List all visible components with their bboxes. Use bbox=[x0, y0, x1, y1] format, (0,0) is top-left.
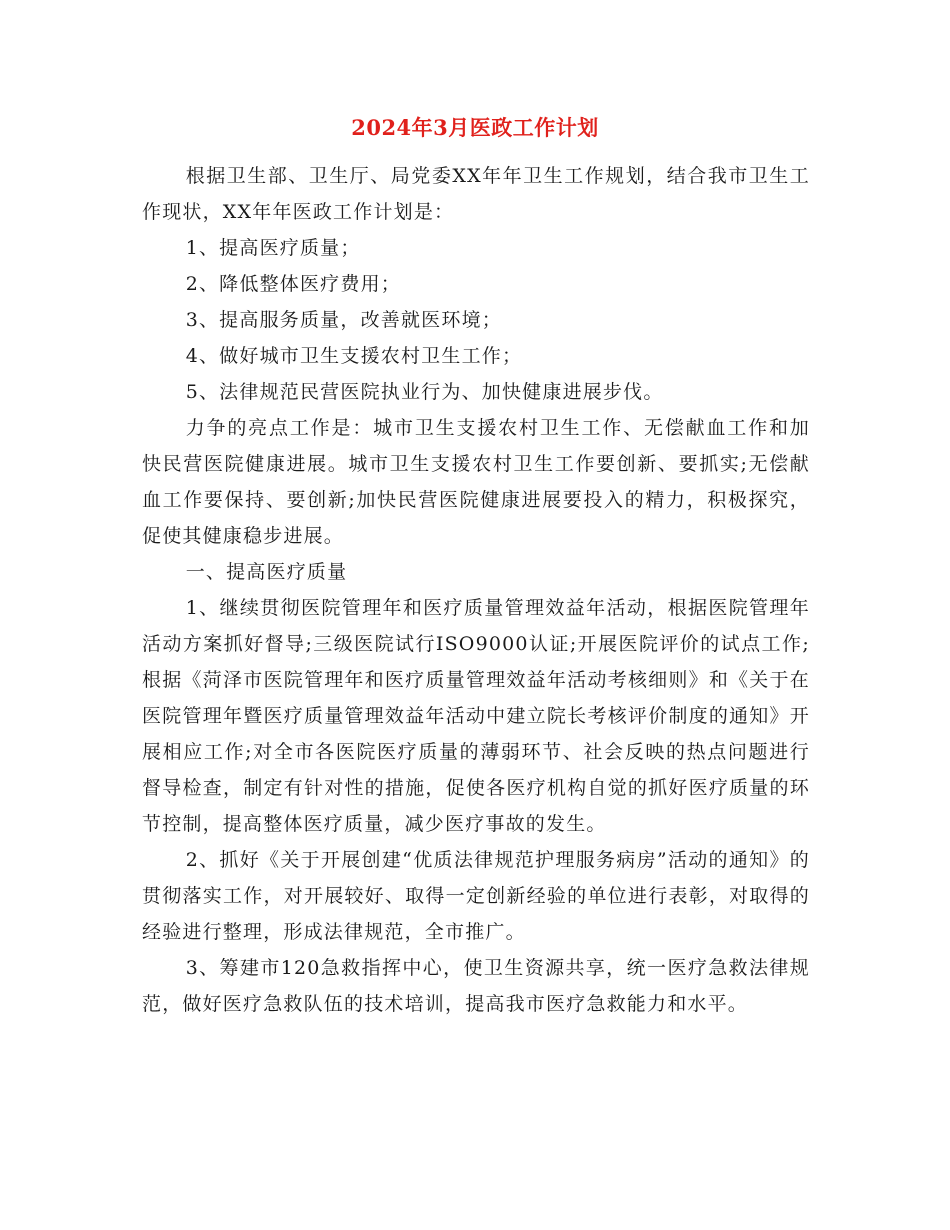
document-title: 2024年3月医政工作计划 bbox=[351, 115, 599, 140]
intro-paragraph: 根据卫生部、卫生厅、局党委XX年年卫生工作规划，结合我市卫生工作现状，XX年年医政工作计划是： bbox=[142, 165, 810, 223]
goal-item-2: 2、降低整体医疗费用； bbox=[185, 273, 401, 295]
goal-item-1: 1、提高医疗质量； bbox=[185, 237, 361, 259]
goal-item-3: 3、提高服务质量，改善就医环境； bbox=[185, 309, 502, 331]
section-heading-1: 一、提高医疗质量 bbox=[185, 561, 348, 583]
section-1-item-2: 2、抓好《关于开展创建“优质法律规范护理服务病房”活动的通知》的贯彻落实工作，对开展较好、取得一定创新经验的单位进行表彰，对取得的经验进行整理，形成法律规范，全市推广。 bbox=[142, 849, 810, 943]
goal-item-5: 5、法律规范民营医院执业行为、加快健康进展步伐。 bbox=[185, 381, 664, 403]
highlight-paragraph: 力争的亮点工作是：城市卫生支援农村卫生工作、无偿献血工作和加快民营医院健康进展。城市卫生支援农村卫生工作要创新、要抓实;无偿献血工作要保持、要创新;加快民营医院健康进展要投入的精力，积极探究，促使其健康稳步进展。 bbox=[142, 417, 810, 547]
goal-item-4: 4、做好城市卫生支援农村卫生工作； bbox=[185, 345, 523, 367]
document-body bbox=[142, 158, 810, 1022]
section-1-item-3: 3、筹建市120急救指挥中心，使卫生资源共享，统一医疗急救法律规范，做好医疗急救队伍的技术培训，提高我市医疗急救能力和水平。 bbox=[142, 957, 810, 1015]
section-1-item-1: 1、继续贯彻医院管理年和医疗质量管理效益年活动，根据医院管理年活动方案抓好督导;三级医院试行ISO9000认证;开展医院评价的试点工作;根据《菏泽市医院管理年和医疗质量管理效益年活动考核细则》和《关于在医院管理年暨医疗质量管理效益年活动中建立院长考核评价制度的通知》开展相应工作;对全市各医院医疗质量的薄弱环节、社会反映的热点问题进行督导检查，制定有针对性的措施，促使各医疗机构自觉的抓好医疗质量的环节控制，提高整体医疗质量，减少医疗事故的发生。 bbox=[142, 597, 810, 835]
